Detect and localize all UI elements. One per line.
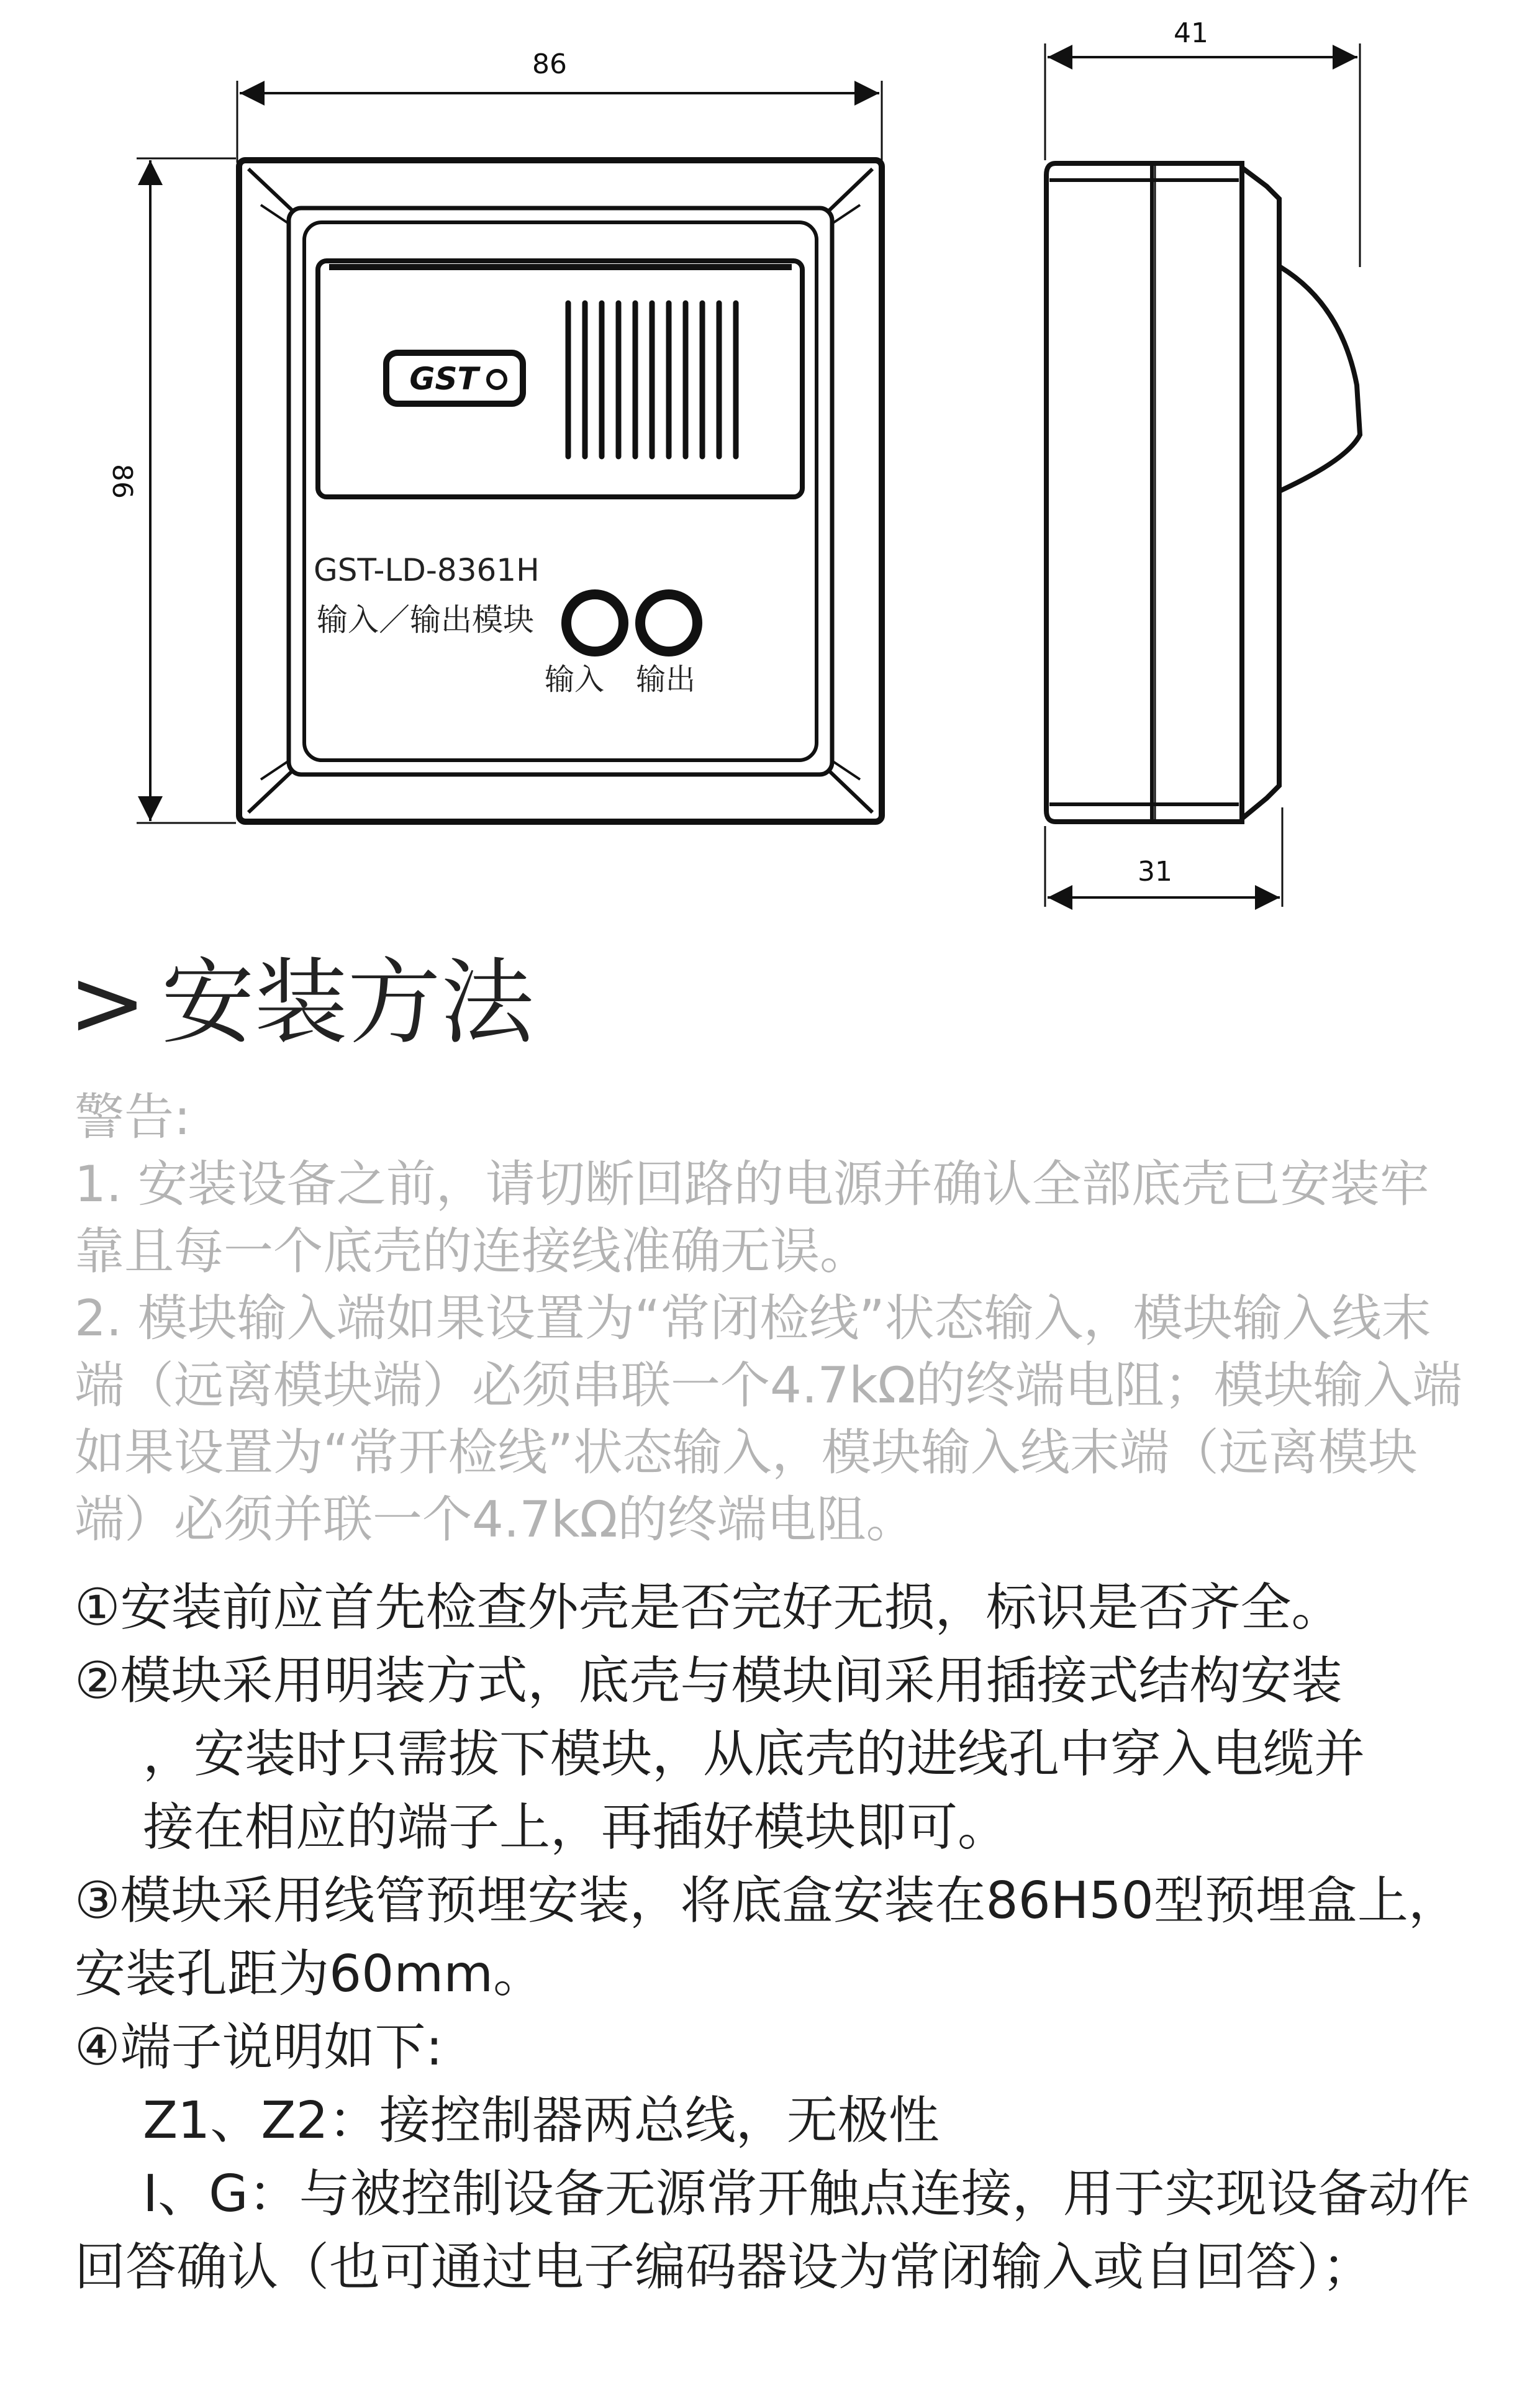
step-2-line-3: 接在相应的端子上，再插好模块即可。 (143, 1798, 1009, 1857)
warning-item-2: 2. 模块输入端如果设置为“常闭检线”状态输入，模块输入线末端（远离模块端）必须串联一个4.7kΩ的终端电阻；模块输入端如果设置为“常开检线”状态输入，模块输入线末端（远离模块端）必须并联一个4.7kΩ的终端电阻。 (75, 1289, 1462, 1548)
depth-dimension-label: 41 (1174, 17, 1208, 49)
base-depth-dimension-label: 31 (1138, 856, 1172, 888)
step-1: ①安装前应首先检查外壳是否完好无损，标识是否齐全。 (75, 1578, 1343, 1637)
side-dome (1280, 267, 1360, 491)
step-4: ④端子说明如下: (75, 2018, 443, 2077)
step-3: ③模块采用线管预埋安装，将底盒安装在86H50型预埋盒上，安装孔距为60mm。 (75, 1871, 1459, 2004)
section-title (68, 944, 534, 1062)
warning-item-1: 1. 安装设备之前，请切断回路的电源并确认全部底壳已安装牢靠且每一个底壳的连接线准确无误。 (75, 1155, 1429, 1280)
front-view (106, 48, 882, 823)
output-port (640, 594, 697, 652)
input-port (566, 594, 623, 652)
model-number: GST-LD-8361H (314, 552, 540, 588)
warning-heading: 警告: (75, 1088, 191, 1146)
module-name: 输入／输出模块 (317, 602, 534, 638)
height-dimension-label: 86 (106, 464, 138, 499)
step-2-line-1: ②模块采用明装方式，底壳与模块间采用插接式结构安装 (75, 1651, 1343, 1710)
warning-block (75, 1084, 1478, 1553)
side-body (1046, 163, 1242, 822)
terminal-ig-description: I、G：与被控制设备无源常开触点连接，用于实现设备动作回答确认（也可通过电子编码器设为常闭输入或自回答）； (75, 2165, 1470, 2297)
gst-logo-text: GST (409, 361, 479, 397)
terminal-z-description: Z1、Z2：接控制器两总线，无极性 (143, 2091, 940, 2150)
module-drawing (0, 0, 1540, 932)
output-port-label: 输出 (635, 662, 696, 697)
width-dimension-label: 86 (532, 48, 567, 80)
speaker-grille (568, 303, 736, 457)
side-view (1045, 17, 1360, 907)
installation-steps (75, 1571, 1490, 2304)
section-arrow-icon: > (68, 949, 147, 1057)
step-2-line-2: ，安装时只需拔下模块，从底壳的进线孔中穿入电缆并 (143, 1725, 1366, 1784)
input-port-label: 输入 (544, 662, 605, 697)
section-title-text: 安装方法 (161, 949, 534, 1057)
display-window (318, 261, 802, 497)
